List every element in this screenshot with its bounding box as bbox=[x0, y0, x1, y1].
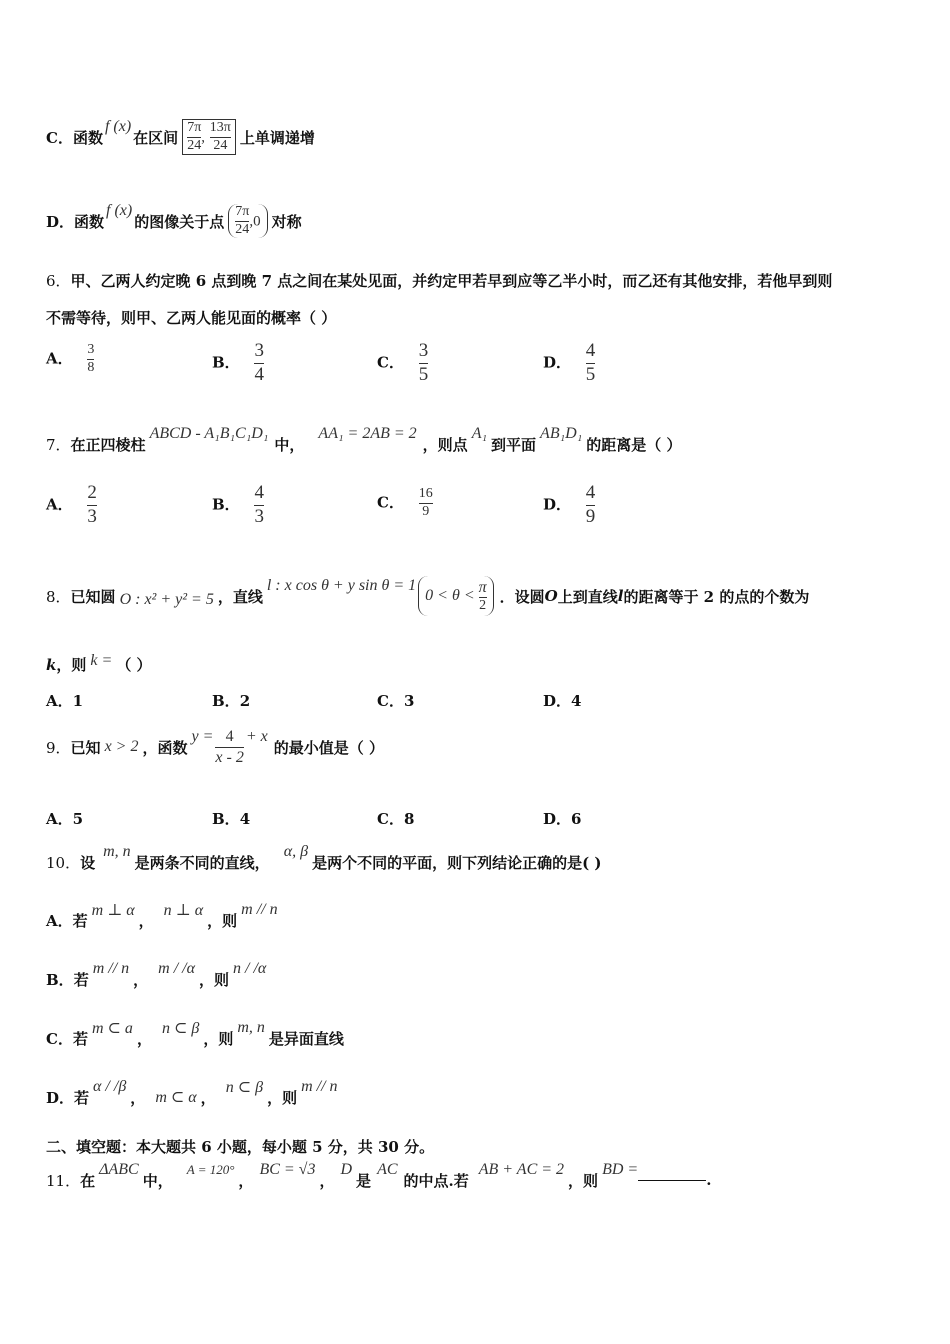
text: ， bbox=[133, 970, 149, 989]
q10-option-d bbox=[46, 1077, 342, 1117]
answer-blank[interactable] bbox=[638, 1180, 706, 1181]
math-expr: m / /α bbox=[158, 960, 196, 977]
math-bc: BC = √3 bbox=[259, 1161, 316, 1178]
q9-option-c bbox=[377, 808, 414, 829]
text: ， bbox=[319, 1171, 335, 1190]
text: 的距离等于 2 的点的个数为 bbox=[623, 587, 810, 606]
text: 在正四棱柱 bbox=[70, 435, 146, 454]
math-k-eq: k = bbox=[90, 651, 113, 669]
numerator: 3 bbox=[254, 340, 264, 361]
coord-y: ,0 bbox=[249, 213, 261, 229]
numerator: 3 bbox=[87, 342, 95, 357]
text: 中， bbox=[142, 1171, 173, 1190]
option-label: A． bbox=[46, 810, 73, 828]
math-expr: n / /α bbox=[233, 960, 267, 977]
denominator: 5 bbox=[585, 363, 596, 385]
text: 函数 bbox=[74, 212, 105, 231]
math-expr: n ⊂ β bbox=[161, 1020, 200, 1037]
math-expr: m // n bbox=[92, 960, 130, 977]
q9-option-b bbox=[212, 808, 250, 829]
numerator: 7π bbox=[235, 203, 250, 219]
denominator: 4 bbox=[254, 363, 264, 385]
math-expr: n ⊂ β bbox=[225, 1079, 264, 1096]
text: ，则 bbox=[568, 1171, 599, 1190]
text: 到平面 bbox=[491, 435, 537, 454]
fraction bbox=[87, 482, 97, 529]
numerator: 4 bbox=[254, 482, 264, 503]
q6-option-d bbox=[543, 340, 595, 387]
q7-option-c bbox=[377, 486, 433, 521]
option-value: 6 bbox=[571, 810, 582, 828]
math-expr: m ⊂ α bbox=[155, 1089, 197, 1106]
text: ，直线 bbox=[217, 587, 263, 606]
math-planes: α, β bbox=[283, 843, 309, 860]
fraction bbox=[586, 482, 596, 529]
text: 若 bbox=[72, 911, 88, 930]
math-y-eq: y = bbox=[191, 728, 214, 745]
q8-stem-line2 bbox=[46, 651, 152, 675]
option-label: A． bbox=[46, 692, 73, 710]
q6-stem-line1 bbox=[46, 270, 832, 291]
fraction bbox=[210, 120, 231, 155]
math-circle: O : x² + y² = 5 bbox=[119, 591, 214, 608]
text: 在 bbox=[80, 1171, 96, 1190]
math-expr: α / /β bbox=[93, 1078, 127, 1095]
math-sum: AB + AC = 2 bbox=[478, 1161, 565, 1178]
fraction bbox=[419, 340, 429, 387]
denominator: 24 bbox=[235, 221, 250, 237]
option-label: A． bbox=[46, 349, 73, 368]
math-plus-x: + x bbox=[245, 728, 268, 745]
math-equation: AA₁ = 2AB = 2 bbox=[318, 425, 417, 442]
numerator: 13π bbox=[209, 119, 231, 135]
option-label: C． bbox=[46, 1029, 73, 1048]
q5-option-c bbox=[46, 112, 315, 162]
q9-option-d bbox=[543, 808, 581, 829]
option-value: 1 bbox=[72, 692, 84, 710]
math-expr: n ⊥ α bbox=[163, 902, 204, 919]
q10-option-a bbox=[46, 900, 282, 940]
option-label: B． bbox=[212, 692, 240, 710]
text: . bbox=[706, 1171, 712, 1189]
text: 是两条不同的直线， bbox=[134, 853, 270, 872]
option-label: C． bbox=[377, 493, 404, 512]
text: ， bbox=[238, 1171, 254, 1190]
fraction bbox=[187, 120, 201, 155]
text: 的图像关于点 bbox=[134, 212, 225, 231]
numerator: 2 bbox=[87, 482, 97, 503]
q8-option-a bbox=[46, 690, 83, 711]
math-expr: m // n bbox=[301, 1078, 338, 1095]
text: 若 bbox=[73, 970, 89, 989]
q5-option-d bbox=[46, 196, 302, 246]
option-label: D． bbox=[46, 1088, 75, 1107]
option-value: 4 bbox=[571, 692, 582, 710]
q7-option-b bbox=[212, 482, 264, 529]
math-l: l bbox=[617, 587, 624, 605]
math-f: f (x) bbox=[104, 118, 132, 135]
math-o: O bbox=[544, 587, 558, 605]
option-label: C． bbox=[377, 810, 404, 828]
fraction bbox=[87, 342, 94, 377]
question-text: 不需等待，则甲、乙两人能见面的概率（ ） bbox=[46, 309, 337, 327]
question-number: 6． bbox=[46, 272, 71, 290]
text: 的距离是（ ） bbox=[586, 435, 682, 454]
fraction bbox=[254, 482, 264, 529]
option-value: 5 bbox=[72, 810, 84, 828]
q6-option-c bbox=[377, 340, 428, 387]
text: 设 bbox=[80, 853, 96, 872]
q7-option-a bbox=[46, 482, 97, 529]
text: 上到直线 bbox=[557, 587, 618, 606]
text: ，则 bbox=[267, 1088, 298, 1107]
denominator: 3 bbox=[87, 505, 97, 527]
option-label: D． bbox=[46, 212, 75, 231]
text: ．设圆 bbox=[499, 587, 545, 606]
text: 是 bbox=[356, 1171, 372, 1190]
math-expr: m ⊥ α bbox=[91, 902, 135, 919]
section-heading: 二、填空题：本大题共 6 小题，每小题 5 分，共 30 分。 bbox=[46, 1138, 435, 1156]
text: ，函数 bbox=[142, 738, 188, 757]
fraction bbox=[215, 727, 243, 766]
math-k: k bbox=[46, 655, 57, 674]
option-label: D． bbox=[543, 495, 572, 514]
text: ， bbox=[136, 1029, 152, 1048]
question-number: 10． bbox=[46, 853, 81, 872]
math-f: f (x) bbox=[106, 202, 133, 219]
option-label: C． bbox=[377, 692, 404, 710]
text: 是两个不同的平面，则下列结论正确的是( ) bbox=[312, 853, 602, 872]
text: ，则 bbox=[203, 1029, 234, 1048]
q6-option-a bbox=[46, 342, 94, 377]
text: 对称 bbox=[271, 212, 302, 231]
option-label: B． bbox=[212, 353, 240, 372]
text: 上单调递增 bbox=[239, 128, 315, 147]
fraction bbox=[586, 340, 596, 387]
q8-option-c bbox=[377, 690, 414, 711]
option-label: B． bbox=[46, 970, 74, 989]
text: 已知圆 bbox=[70, 587, 116, 606]
text: ，则 bbox=[56, 656, 87, 674]
math-ac: AC bbox=[377, 1161, 398, 1178]
q10-option-c bbox=[46, 1018, 344, 1058]
math-angle: A = 120° bbox=[186, 1162, 235, 1177]
fraction bbox=[479, 578, 487, 615]
text: ， bbox=[200, 1088, 216, 1107]
text: 在区间 bbox=[133, 128, 179, 147]
option-label: B． bbox=[212, 810, 240, 828]
question-text: 甲、乙两人约定晚 6 点到晚 7 点之间在某处见面，并约定甲若早到应等乙半小时，而乙还有其他安排，若他早到则 bbox=[70, 272, 833, 290]
denominator: 24 bbox=[213, 137, 228, 153]
text: ，则 bbox=[199, 970, 230, 989]
denominator: 5 bbox=[418, 363, 429, 385]
q8-option-b bbox=[212, 690, 250, 711]
option-label: C． bbox=[377, 353, 404, 372]
q6-option-b bbox=[212, 340, 264, 387]
denominator: 8 bbox=[87, 359, 95, 375]
math-line: l : x cos θ + y sin θ = 1 bbox=[266, 577, 417, 594]
fraction bbox=[419, 486, 433, 521]
math-point: A₁ bbox=[471, 425, 488, 442]
text: ， bbox=[138, 911, 154, 930]
denominator: x - 2 bbox=[215, 748, 244, 766]
text: ，则点 bbox=[422, 435, 468, 454]
math-expr: m, n bbox=[237, 1019, 265, 1036]
math-condition: 0 < θ < bbox=[425, 587, 475, 604]
numerator: 7π bbox=[187, 119, 202, 135]
numerator: 4 bbox=[585, 482, 596, 503]
option-value: 3 bbox=[403, 692, 415, 710]
question-number: 8． bbox=[46, 587, 71, 606]
question-number: 7． bbox=[46, 435, 71, 454]
denominator: 9 bbox=[422, 503, 430, 519]
q11-stem bbox=[46, 1160, 711, 1200]
q9-option-a bbox=[46, 808, 83, 829]
q8-option-d bbox=[543, 690, 581, 711]
text: 中， bbox=[274, 435, 305, 454]
numerator: 3 bbox=[418, 340, 429, 361]
text: 若 bbox=[72, 1029, 88, 1048]
math-lines: m, n bbox=[103, 843, 131, 860]
text: 函数 bbox=[72, 128, 103, 147]
q9-stem bbox=[46, 722, 384, 772]
option-label: A． bbox=[46, 911, 73, 930]
q8-stem-line1 bbox=[46, 566, 809, 626]
math-plane: AB₁D₁ bbox=[540, 425, 583, 442]
numerator: 16 bbox=[418, 486, 433, 501]
text: 已知 bbox=[70, 738, 101, 757]
q6-stem-line2 bbox=[46, 307, 336, 328]
q10-stem bbox=[46, 842, 601, 882]
q10-option-b bbox=[46, 959, 270, 999]
denominator: 24 bbox=[187, 137, 202, 153]
numerator: π bbox=[478, 578, 487, 596]
math-condition: x > 2 bbox=[104, 738, 139, 755]
denominator: 9 bbox=[585, 505, 596, 527]
denominator: 3 bbox=[254, 505, 264, 527]
math-bd: BD = bbox=[602, 1161, 639, 1178]
math-expr: m ⊂ a bbox=[91, 1020, 133, 1037]
math-prism: ABCD - A₁B₁C₁D₁ bbox=[149, 425, 269, 442]
text: 是异面直线 bbox=[268, 1029, 344, 1048]
q7-stem bbox=[46, 424, 682, 464]
option-value: 4 bbox=[239, 810, 251, 828]
math-expr: m // n bbox=[241, 901, 278, 918]
option-label: D． bbox=[543, 810, 572, 828]
denominator: 2 bbox=[479, 597, 487, 613]
text: （ ） bbox=[116, 656, 152, 674]
option-label: C． bbox=[46, 128, 73, 147]
option-label: A． bbox=[46, 495, 73, 514]
condition-paren bbox=[418, 576, 493, 616]
numerator: 4 bbox=[585, 340, 596, 361]
interval-bracket: $\frac{7\pi}{24}$ , $\frac{13\pi}{24}$ bbox=[182, 119, 236, 156]
math-d: D bbox=[340, 1161, 353, 1178]
question-number: 9． bbox=[46, 738, 71, 757]
option-label: B． bbox=[212, 495, 240, 514]
text: 的中点.若 bbox=[403, 1171, 469, 1190]
point-paren bbox=[228, 204, 267, 239]
fraction bbox=[254, 340, 264, 387]
fraction bbox=[235, 204, 249, 239]
text: 若 bbox=[74, 1088, 90, 1107]
option-label: D． bbox=[543, 353, 572, 372]
numerator: 4 bbox=[225, 728, 234, 746]
question-number: 11． bbox=[46, 1171, 81, 1190]
option-label: D． bbox=[543, 692, 572, 710]
text: ， bbox=[130, 1088, 146, 1107]
math-triangle: ΔABC bbox=[99, 1161, 139, 1178]
q7-option-d bbox=[543, 482, 595, 529]
option-value: 2 bbox=[239, 692, 251, 710]
text: 的最小值是（ ） bbox=[273, 738, 384, 757]
text: ，则 bbox=[207, 911, 238, 930]
option-value: 8 bbox=[403, 810, 415, 828]
